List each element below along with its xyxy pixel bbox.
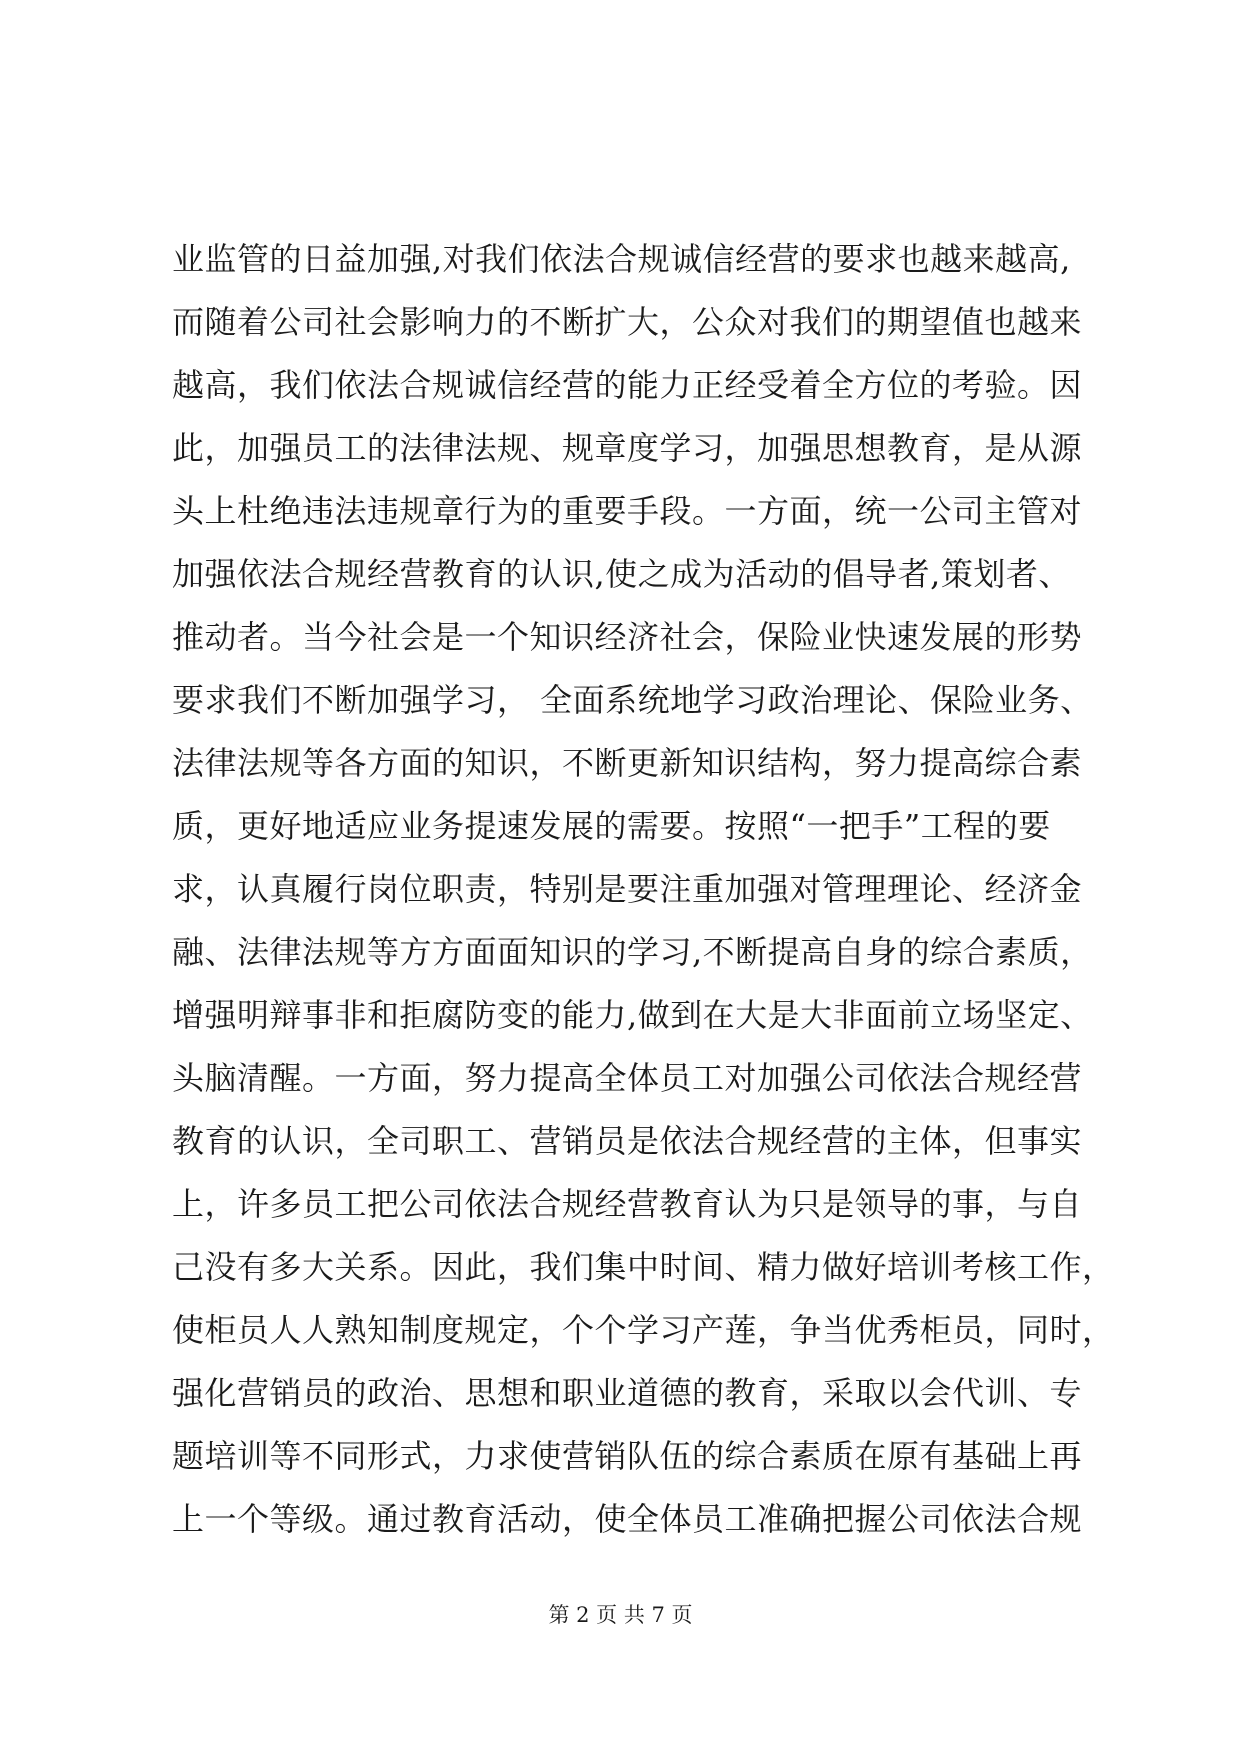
- text-line-13: 增强明辩事非和拒腐防变的能力,做到在大是大非面前立场坚定、: [172, 996, 1093, 1034]
- text-line-19: 强化营销员的政治、思想和职业道德的教育，采取以会代训、专: [172, 1374, 1083, 1412]
- text-line-6: 加强依法合规经营教育的认识,使之成为活动的倡导者,策划者、: [172, 555, 1071, 593]
- text-line-14: 头脑清醒。一方面，努力提高全体员工对加强公司依法合规经营: [172, 1059, 1083, 1097]
- text-line-11: 求，认真履行岗位职责，特别是要注重加强对管理理论、经济金: [172, 870, 1083, 908]
- text-line-3: 越高，我们依法合规诚信经营的能力正经受着全方位的考验。因: [172, 366, 1083, 404]
- body-text: [172, 228, 1115, 1551]
- text-line-21: 上一个等级。通过教育活动，使全体员工准确把握公司依法合规: [172, 1500, 1083, 1538]
- text-line-16: 上，许多员工把公司依法合规经营教育认为只是领导的事，与自: [172, 1185, 1083, 1223]
- text-line-10: 质，更好地适应业务提速发展的需要。按照“一把手”工程的要: [172, 807, 1051, 845]
- text-line-7: 推动者。当今社会是一个知识经济社会，保险业快速发展的形势: [172, 618, 1083, 656]
- text-line-20: 题培训等不同形式，力求使营销队伍的综合素质在原有基础上再: [172, 1437, 1083, 1475]
- text-line-9: 法律法规等各方面的知识，不断更新知识结构，努力提高综合素: [172, 744, 1083, 782]
- text-line-18: 使柜员人人熟知制度规定，个个学习产莲，争当优秀柜员，同时，: [172, 1311, 1115, 1349]
- text-line-5: 头上杜绝违法违规章行为的重要手段。一方面，统一公司主管对: [172, 492, 1083, 530]
- text-line-17: 己没有多大关系。因此，我们集中时间、精力做好培训考核工作，: [172, 1248, 1115, 1286]
- text-line-4: 此，加强员工的法律法规、规章度学习，加强思想教育，是从源: [172, 429, 1083, 467]
- page-footer: 第 2 页 共 7 页: [548, 1603, 693, 1627]
- text-line-12: 融、法律法规等方方面面知识的学习,不断提高自身的综合素质，: [172, 933, 1093, 971]
- text-line-8: 要求我们不断加强学习， 全面系统地学习政治理论、保险业务、: [172, 681, 1093, 719]
- text-line-15: 教育的认识，全司职工、营销员是依法合规经营的主体，但事实: [172, 1122, 1083, 1160]
- text-line-1: 业监管的日益加强,对我们依法合规诚信经营的要求也越来越高,: [172, 240, 1071, 278]
- text-line-2: 而随着公司社会影响力的不断扩大，公众对我们的期望值也越来: [172, 303, 1083, 341]
